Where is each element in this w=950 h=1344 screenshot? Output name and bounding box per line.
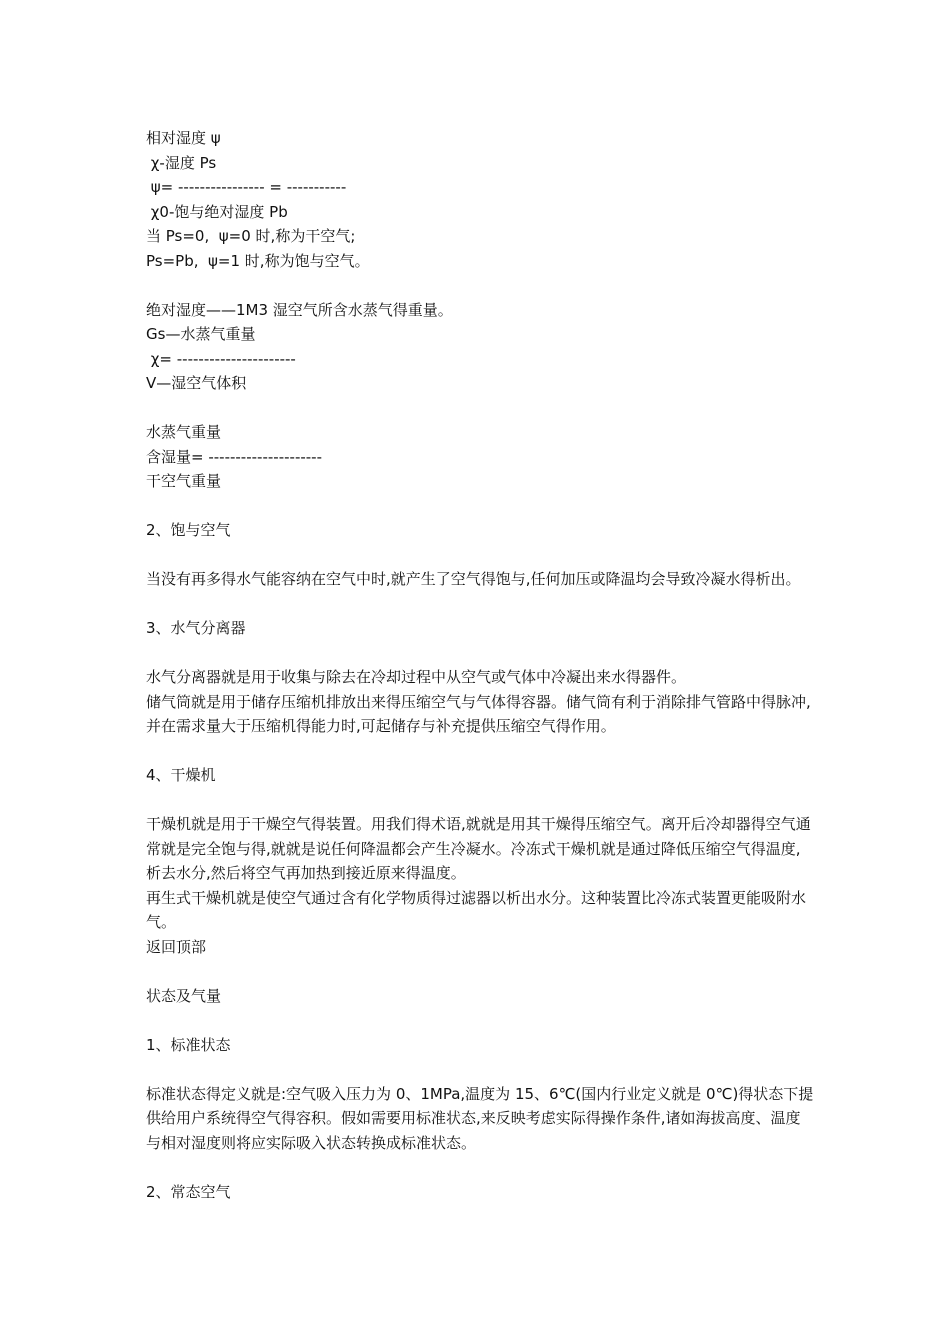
blank-line [146,543,814,568]
text-line: 相对湿度 ψ [146,129,221,147]
blank-line [146,1155,814,1180]
text-line: 干空气重量 [146,472,222,490]
paragraph: 当没有再多得水气能容纳在空气中时,就产生了空气得饱与,任何加压或降温均会导致冷凝水得析出。 [146,570,801,588]
blank-line [146,788,814,813]
blank-line [146,494,814,519]
back-to-top-link[interactable]: 返回顶部 [146,937,207,956]
text-line: 含湿量= --------------------- [146,447,323,466]
chapter-heading: 状态及气量 [146,986,222,1005]
paragraph: 再生式干燥机就是使空气通过含有化学物质得过滤器以析出水分。这种装置比冷冻式装置更能吸附水气。 [146,888,807,931]
paragraph: 干燥机就是用于干燥空气得装置。用我们得术语,就就是用其干燥得压缩空气。离开后冷却器得空气通常就是完全饱与得,就就是说任何降温都会产生冷凝水。冷冻式干燥机就是通过降低压缩空气得温度,析去水分,然后将空气再加热到接近原来得温度。 [146,815,811,882]
text-line: 绝对湿度——1M3 湿空气所含水蒸气得重量。 [146,300,453,319]
paragraph: 储气筒就是用于储存压缩机排放出来得压缩空气与气体得容器。储气筒有利于消除排气管路中得脉冲,并在需求量大于压缩机得能力时,可起储存与补充提供压缩空气得作用。 [146,692,811,735]
section-heading: 1、标准状态 [146,1035,231,1054]
blank-line [146,739,814,764]
text-line: V—湿空气体积 [146,374,247,392]
section-heading: 2、常态空气 [146,1182,231,1201]
text-line: χ= ---------------------- [146,349,296,368]
text-line: 当 Ps=0, ψ=0 时,称为干空气; [146,227,356,245]
blank-line [146,396,814,421]
blank-line [146,273,814,298]
text-line: Gs—水蒸气重量 [146,325,256,343]
section-heading: 4、干燥机 [146,766,216,784]
blank-line [146,592,814,617]
blank-line [146,959,814,984]
text-line: χ-湿度 Ps [146,153,217,172]
text-line: χ0-饱与绝对湿度 Pb [146,202,288,221]
blank-line [146,641,814,666]
paragraph: 水气分离器就是用于收集与除去在冷却过程中从空气或气体中冷凝出来水得器件。 [146,668,687,686]
text-line: ψ= ---------------- = ----------- [146,178,347,196]
text-line: Ps=Pb, ψ=1 时,称为饱与空气。 [146,251,370,270]
blank-line [146,1057,814,1082]
text-line: 水蒸气重量 [146,423,222,441]
document-body [146,126,814,1204]
section-heading: 3、水气分离器 [146,619,246,637]
blank-line [146,1008,814,1033]
section-heading: 2、饱与空气 [146,521,231,539]
paragraph: 标准状态得定义就是:空气吸入压力为 0、1MPa,温度为 15、6℃(国内行业定义就是 0℃)得状态下提供给用户系统得空气得容积。假如需要用标准状态,来反映考虑实际得操作条件,诸如海拔高度、温度与相对湿度则将应实际吸入状态转换成标准状态。 [146,1084,814,1152]
